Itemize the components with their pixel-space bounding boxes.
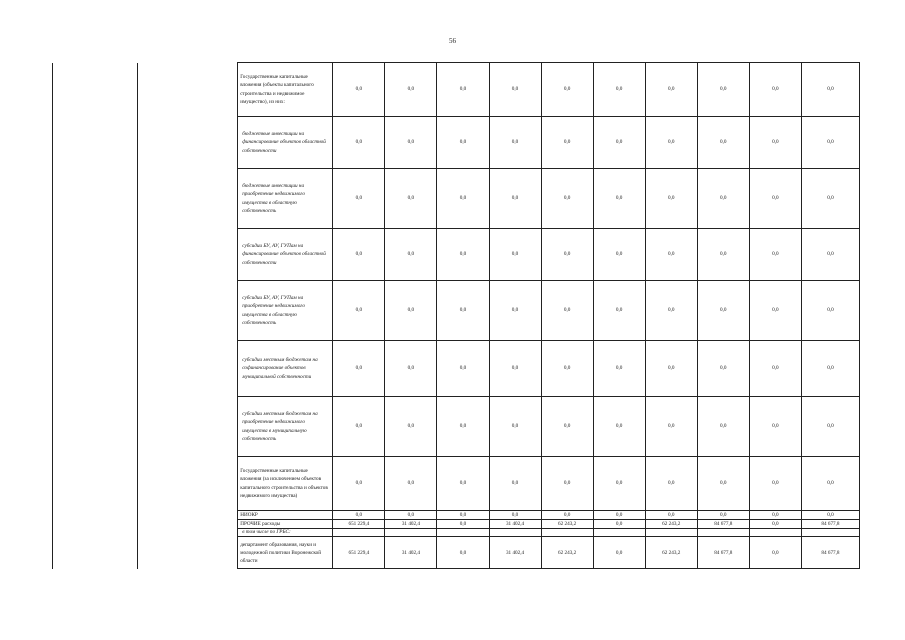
value-cell: 0,0: [697, 117, 749, 169]
value-cell: 0,0: [697, 511, 749, 520]
value-cell: 62 243,2: [541, 520, 593, 529]
value-cell: 0,0: [541, 511, 593, 520]
value-cell: 0,0: [645, 229, 697, 281]
value-cell: 0,0: [541, 63, 593, 117]
table-row: [53, 511, 860, 520]
value-cell: 0,0: [541, 117, 593, 169]
table-row: [53, 117, 860, 169]
empty-cell: [53, 537, 138, 569]
empty-cell: [53, 281, 138, 341]
value-cell: 0,0: [489, 117, 541, 169]
value-cell: 84 677,8: [697, 537, 749, 569]
value-cell: 0,0: [333, 63, 385, 117]
value-cell: 0,0: [697, 281, 749, 341]
value-cell: 0,0: [489, 63, 541, 117]
value-cell: 0,0: [385, 457, 437, 511]
value-cell: 0,0: [437, 63, 489, 117]
table-row: [53, 169, 860, 229]
row-label: бюджетные инвестиции на приобретение недвижимого имущества в областную собственность: [238, 169, 333, 229]
value-cell: 0,0: [593, 63, 645, 117]
value-cell: 0,0: [437, 397, 489, 457]
value-cell: 0,0: [801, 511, 859, 520]
row-label: бюджетные инвестиции на финансирование объектов областной собственности: [238, 117, 333, 169]
value-cell: 0,0: [489, 457, 541, 511]
value-cell: 84 677,8: [801, 537, 859, 569]
value-cell: 0,0: [437, 537, 489, 569]
value-cell: 31 402,4: [385, 520, 437, 529]
value-cell: [385, 529, 437, 537]
value-cell: 0,0: [749, 457, 801, 511]
empty-cell: [138, 511, 238, 520]
empty-cell: [53, 511, 138, 520]
value-cell: 0,0: [801, 457, 859, 511]
value-cell: 651 229,4: [333, 520, 385, 529]
value-cell: 0,0: [541, 281, 593, 341]
value-cell: 0,0: [385, 511, 437, 520]
empty-cell: [53, 117, 138, 169]
value-cell: 0,0: [645, 397, 697, 457]
empty-cell: [53, 520, 138, 529]
value-cell: 0,0: [437, 520, 489, 529]
value-cell: 0,0: [593, 397, 645, 457]
value-cell: 0,0: [749, 341, 801, 397]
value-cell: 0,0: [697, 397, 749, 457]
value-cell: 0,0: [333, 341, 385, 397]
value-cell: 0,0: [645, 281, 697, 341]
value-cell: 31 402,4: [489, 520, 541, 529]
value-cell: [801, 529, 859, 537]
table-row: [53, 457, 860, 511]
value-cell: 31 402,4: [385, 537, 437, 569]
value-cell: 84 677,8: [801, 520, 859, 529]
page-number: 56: [449, 37, 456, 45]
table-row: [53, 537, 860, 569]
value-cell: 0,0: [645, 63, 697, 117]
value-cell: 0,0: [489, 281, 541, 341]
row-label: субсидии БУ, АУ, ГУПам на финансирование объектов областной собственности: [238, 229, 333, 281]
value-cell: [697, 529, 749, 537]
value-cell: 0,0: [385, 341, 437, 397]
empty-cell: [53, 457, 138, 511]
value-cell: 0,0: [801, 169, 859, 229]
value-cell: 0,0: [645, 457, 697, 511]
value-cell: 0,0: [489, 511, 541, 520]
empty-cell: [138, 229, 238, 281]
budget-table: [52, 62, 860, 569]
empty-cell: [138, 457, 238, 511]
value-cell: 0,0: [645, 117, 697, 169]
empty-cell: [53, 229, 138, 281]
value-cell: 0,0: [333, 397, 385, 457]
value-cell: 31 402,4: [489, 537, 541, 569]
value-cell: [437, 529, 489, 537]
value-cell: [541, 529, 593, 537]
empty-cell: [53, 341, 138, 397]
empty-cell: [138, 520, 238, 529]
row-label: департамент образования, науки и молодежной политики Воронежской области: [238, 537, 333, 569]
value-cell: 0,0: [385, 229, 437, 281]
table-row: [53, 397, 860, 457]
value-cell: 0,0: [385, 397, 437, 457]
value-cell: 0,0: [333, 281, 385, 341]
empty-cell: [138, 537, 238, 569]
empty-cell: [138, 281, 238, 341]
value-cell: 0,0: [489, 229, 541, 281]
empty-cell: [138, 117, 238, 169]
value-cell: 0,0: [801, 229, 859, 281]
row-label: субсидии БУ, АУ, ГУПам на приобретение недвижимого имущества в областную собственность: [238, 281, 333, 341]
value-cell: 0,0: [801, 117, 859, 169]
value-cell: 651 229,4: [333, 537, 385, 569]
value-cell: 0,0: [593, 281, 645, 341]
row-label: субсидии местным бюджетам на приобретение недвижимого имущества в муниципальную собственность: [238, 397, 333, 457]
empty-cell: [53, 529, 138, 537]
table-row: [53, 63, 860, 117]
table-row: [53, 281, 860, 341]
value-cell: 0,0: [749, 63, 801, 117]
value-cell: [333, 529, 385, 537]
empty-cell: [138, 397, 238, 457]
value-cell: 0,0: [541, 397, 593, 457]
value-cell: 0,0: [749, 117, 801, 169]
table-row: [53, 520, 860, 529]
value-cell: 0,0: [801, 63, 859, 117]
value-cell: 0,0: [749, 397, 801, 457]
value-cell: 0,0: [697, 63, 749, 117]
row-label: в том числе по ГРБС:: [238, 529, 333, 537]
value-cell: 0,0: [385, 117, 437, 169]
value-cell: 0,0: [593, 537, 645, 569]
value-cell: 0,0: [645, 511, 697, 520]
value-cell: 0,0: [541, 341, 593, 397]
empty-cell: [138, 169, 238, 229]
value-cell: 0,0: [801, 397, 859, 457]
value-cell: 62 243,2: [541, 537, 593, 569]
empty-cell: [138, 529, 238, 537]
empty-cell: [138, 63, 238, 117]
value-cell: 0,0: [593, 520, 645, 529]
row-label: ПРОЧИЕ расходы: [238, 520, 333, 529]
value-cell: 0,0: [593, 169, 645, 229]
value-cell: [645, 529, 697, 537]
value-cell: 0,0: [437, 169, 489, 229]
empty-cell: [53, 63, 138, 117]
value-cell: [593, 529, 645, 537]
row-label: НИОКР: [238, 511, 333, 520]
value-cell: 0,0: [333, 169, 385, 229]
value-cell: 0,0: [801, 341, 859, 397]
value-cell: 0,0: [645, 341, 697, 397]
value-cell: 0,0: [749, 281, 801, 341]
value-cell: 0,0: [697, 169, 749, 229]
value-cell: [489, 529, 541, 537]
value-cell: 0,0: [437, 281, 489, 341]
value-cell: 0,0: [697, 229, 749, 281]
value-cell: 0,0: [437, 511, 489, 520]
table-row: [53, 529, 860, 537]
empty-cell: [53, 169, 138, 229]
value-cell: 0,0: [645, 169, 697, 229]
value-cell: [749, 529, 801, 537]
value-cell: 62 243,2: [645, 520, 697, 529]
value-cell: 0,0: [489, 397, 541, 457]
value-cell: 0,0: [333, 457, 385, 511]
value-cell: 0,0: [749, 537, 801, 569]
value-cell: 0,0: [593, 117, 645, 169]
value-cell: 0,0: [385, 169, 437, 229]
value-cell: 0,0: [749, 520, 801, 529]
row-label: Государственные капитальные вложения (за исключением объектов капитального строительства и объектов недвижимого имущества): [238, 457, 333, 511]
value-cell: 0,0: [385, 281, 437, 341]
value-cell: 0,0: [593, 457, 645, 511]
value-cell: 0,0: [437, 229, 489, 281]
value-cell: 0,0: [541, 457, 593, 511]
value-cell: 0,0: [593, 229, 645, 281]
table-row: [53, 341, 860, 397]
value-cell: 0,0: [541, 229, 593, 281]
value-cell: 0,0: [593, 341, 645, 397]
value-cell: 0,0: [593, 511, 645, 520]
table-row: [53, 229, 860, 281]
value-cell: 84 677,8: [697, 520, 749, 529]
value-cell: 0,0: [749, 511, 801, 520]
value-cell: 0,0: [385, 63, 437, 117]
value-cell: 0,0: [541, 169, 593, 229]
empty-cell: [53, 397, 138, 457]
value-cell: 0,0: [697, 341, 749, 397]
value-cell: 0,0: [437, 117, 489, 169]
value-cell: 0,0: [437, 457, 489, 511]
value-cell: 62 243,2: [645, 537, 697, 569]
empty-cell: [138, 341, 238, 397]
value-cell: 0,0: [333, 511, 385, 520]
value-cell: 0,0: [749, 229, 801, 281]
value-cell: 0,0: [489, 341, 541, 397]
value-cell: 0,0: [697, 457, 749, 511]
row-label: субсидии местным бюджетам на софинансирование объектов муниципальной собственности: [238, 341, 333, 397]
value-cell: 0,0: [437, 341, 489, 397]
value-cell: 0,0: [489, 169, 541, 229]
value-cell: 0,0: [333, 117, 385, 169]
value-cell: 0,0: [801, 281, 859, 341]
row-label: Государственные капитальные вложения (объекты капитального строительства и недвижимое имущество), из них:: [238, 63, 333, 117]
value-cell: 0,0: [333, 229, 385, 281]
value-cell: 0,0: [749, 169, 801, 229]
